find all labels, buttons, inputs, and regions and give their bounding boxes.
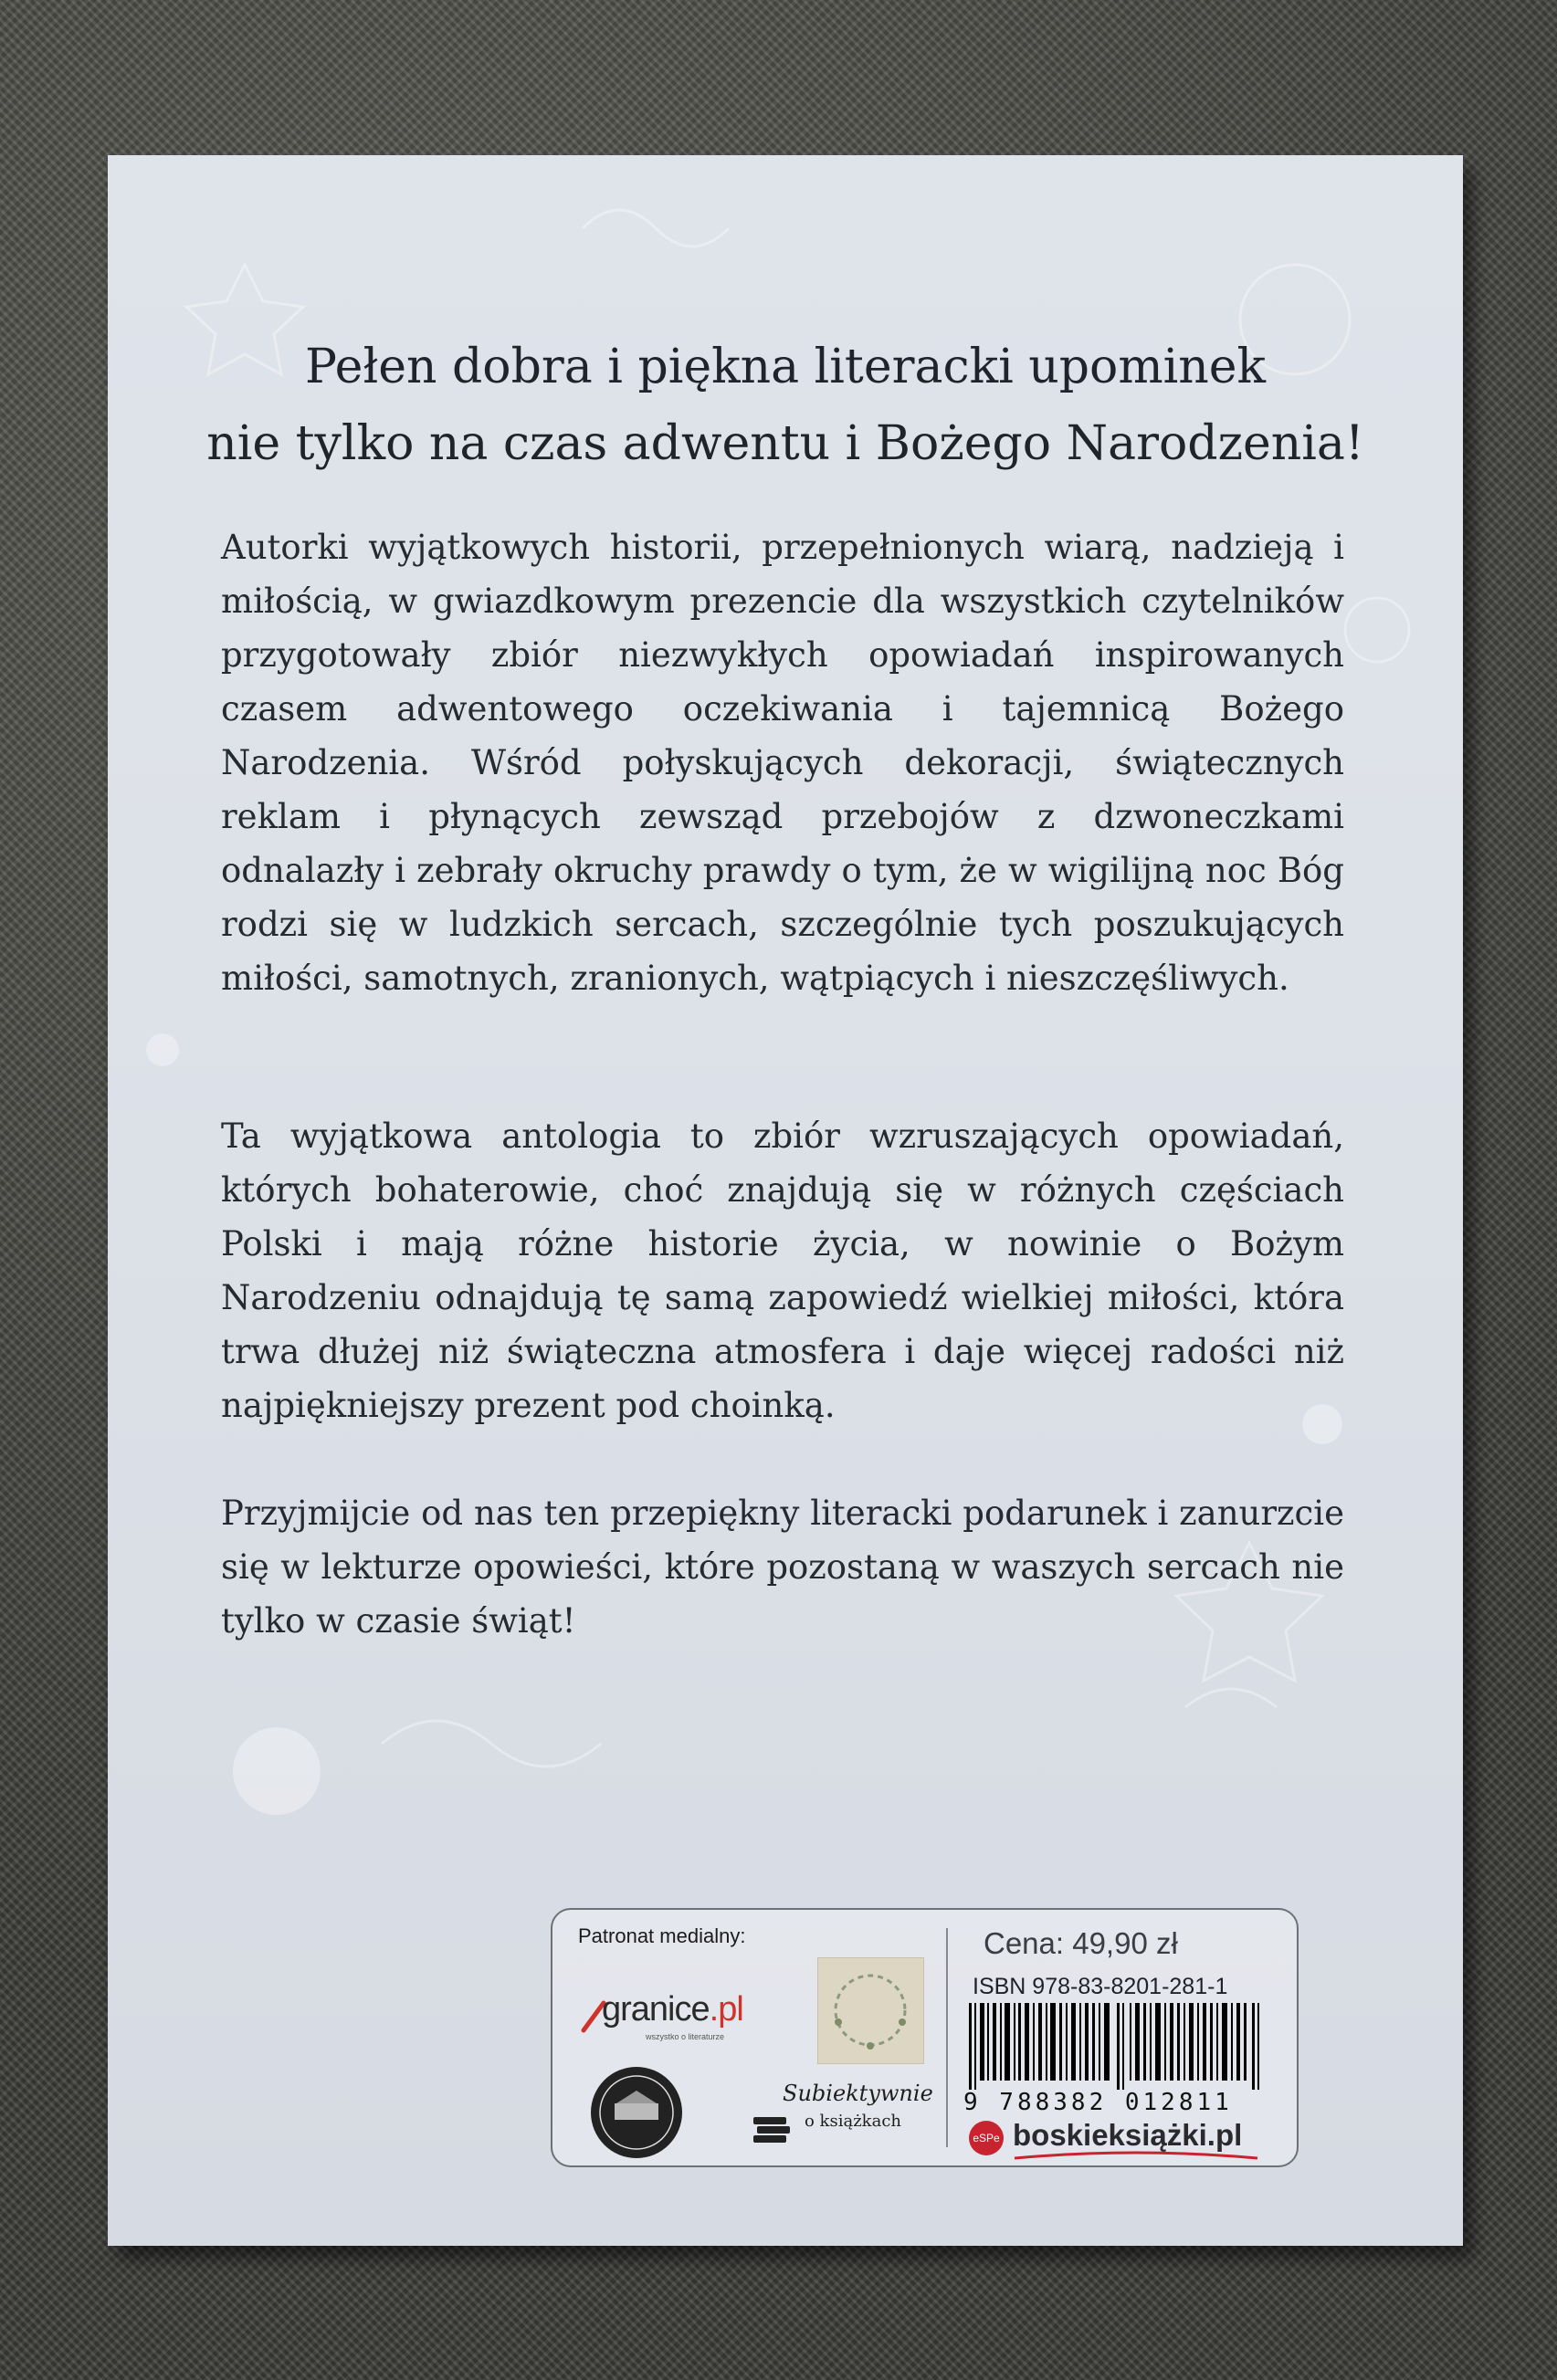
- swoosh-icon: [1013, 2149, 1259, 2162]
- granice-tld: .pl: [709, 1990, 743, 2029]
- subiektywnie-subtitle: o książkach: [805, 2112, 901, 2131]
- headline-line-2: nie tylko na czas adwentu i Bożego Narodzenia!: [206, 416, 1364, 471]
- books-icon: [752, 2113, 792, 2144]
- granice-name: granice: [602, 1990, 710, 2029]
- publisher-logo: [969, 2118, 1261, 2160]
- subiektywnie-logo: [752, 2070, 933, 2152]
- book-back-cover: [108, 155, 1463, 2246]
- subiektywnie-title: Subiektywnie: [783, 2081, 933, 2106]
- blog-logo: [817, 1957, 924, 2064]
- headline: [108, 329, 1463, 482]
- description-paragraph-1: Autorki wyjątkowych historii, przepełnionych wiarą, nadzieją i miłością, w gwiazdkowym prezencie dla wszystkich czytelników przygotowały zbiór niezwykłych opowiadań inspirowanych czasem adwentowego oczekiwania i tajemnicą Bożego Narodzenia. Wśród połyskujących dekoracji, świątecznych reklam i płynących zewsząd przebojów z dzwoneczkami odnalazły i zebrały okruchy prawdy o tym, że w wigilijną noc Bóg rodzi się w ludzkich sercach, szczególnie tych poszukujących miłości, samotnych, zranionych, wątpiących i nieszczęśliwych.: [221, 528, 1344, 998]
- przystanek-szczescia-logo: [589, 2065, 684, 2160]
- description-paragraph-3: Przyjmijcie od nas ten przepiękny literacki podarunek i zanurzcie się w lekturze opowieści, które pozostaną w waszych sercach nie tylko w czasie świąt!: [221, 1494, 1344, 1641]
- isbn-label: ISBN 978-83-8201-281-1: [973, 1974, 1228, 1999]
- headline-line-1: Pełen dobra i piękna literacki upominek: [304, 340, 1267, 394]
- media-and-sales-panel: [551, 1908, 1299, 2167]
- esp-badge: eSPe: [969, 2121, 1004, 2155]
- barcode-graphic: [962, 2003, 1281, 2090]
- publisher-name: boskieksiążki.pl: [1013, 2118, 1243, 2152]
- granice-logo: [574, 1990, 766, 2056]
- description-paragraph-2: Ta wyjątkowa antologia to zbiór wzruszających opowiadań, których bohaterowie, choć znajdują się w różnych częściach Polski i mają różne historie życia, w nowinie o Bożym Narodzeniu odnajdują tę samą zapowiedź wielkiej miłości, która trwa dłużej niż świąteczna atmosfera i daje więcej radości niż najpiękniejszy prezent pod choinką.: [221, 1117, 1344, 1425]
- granice-tagline: wszystko o literaturze: [646, 2032, 725, 2041]
- media-patronage-label: Patronat medialny:: [578, 1924, 746, 1947]
- panel-divider: [946, 1928, 948, 2147]
- barcode-number: 9 788382 012811: [963, 2089, 1233, 2116]
- wreath-icon: [818, 1958, 923, 2063]
- price-label: Cena: 49,90 zł: [984, 1926, 1178, 1960]
